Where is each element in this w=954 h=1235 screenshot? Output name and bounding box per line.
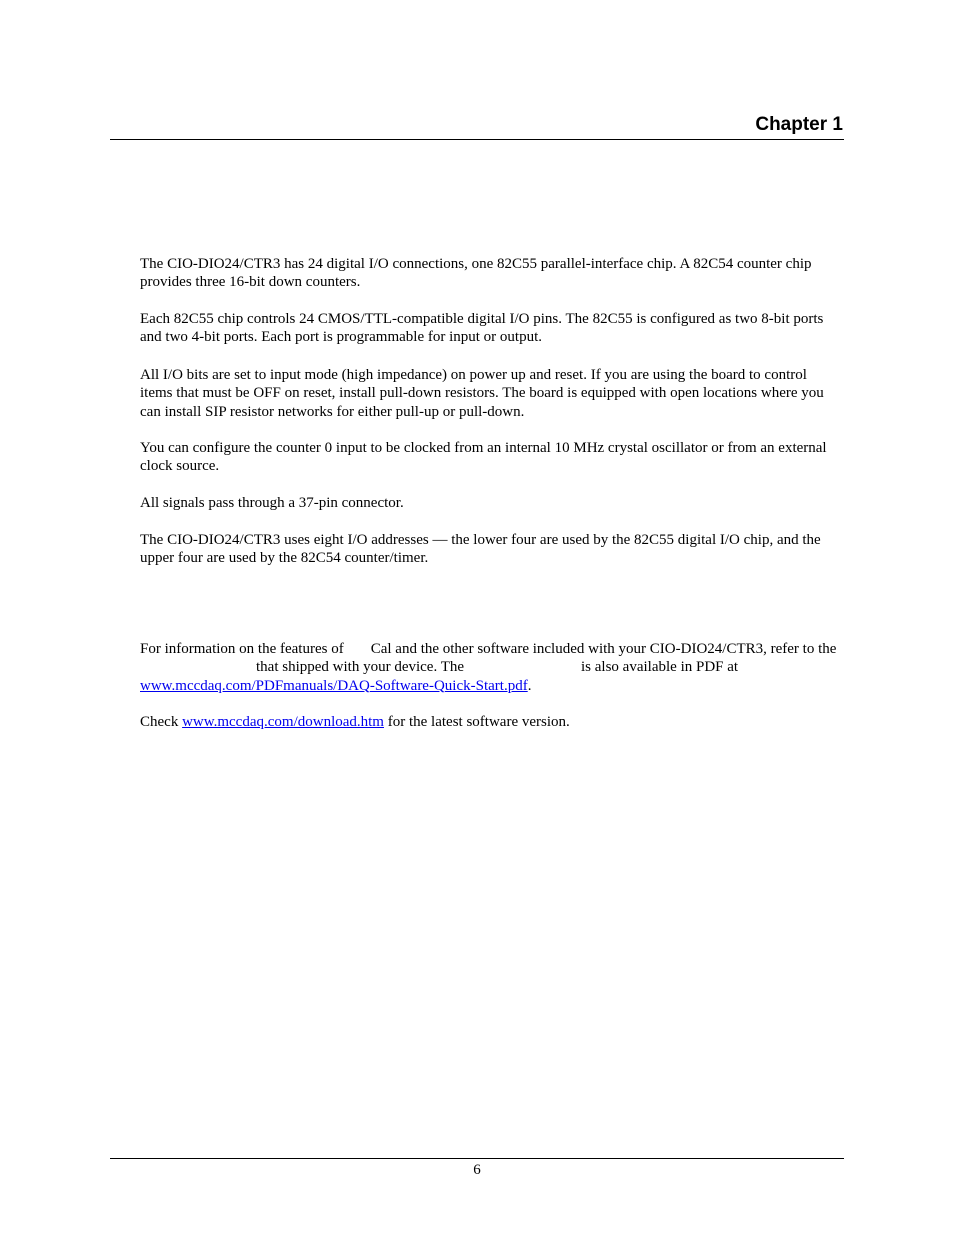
chapter-heading: Chapter 1 xyxy=(755,114,843,135)
io-addresses-paragraph: The CIO-DIO24/CTR3 uses eight I/O addresses — the lower four are used by the 82C55 digital I/O chip, and the upper four are used by the 82C54 counter/timer. xyxy=(140,532,821,567)
check-suffix: for the latest software version. xyxy=(387,714,570,730)
connector-paragraph: All signals pass through a 37-pin connector. xyxy=(140,495,404,511)
check-prefix: Check xyxy=(140,714,179,730)
ports-paragraph: Each 82C55 chip controls 24 CMOS/TTL-compatible digital I/O pins. The 82C55 is configured as two 8-bit ports and two 4-bit ports. Each port is programmable for input or output. xyxy=(140,311,824,346)
download-link[interactable]: www.mccdaq.com/download.htm xyxy=(182,714,384,730)
software-info-pdf: is also available in PDF at xyxy=(581,659,739,676)
overview-paragraph: The CIO-DIO24/CTR3 has 24 digital I/O connections, one 82C55 parallel-interface chip. A 82C54 counter chip provides three 16-bit down counters. xyxy=(140,256,812,291)
software-info-mid: Cal and the other software included with your CIO-DIO24/CTR3, refer to the xyxy=(370,641,837,657)
footer-rule xyxy=(110,1158,844,1159)
page-number: 6 xyxy=(473,1162,481,1178)
period: . xyxy=(527,677,532,694)
counter-clock-paragraph: You can configure the counter 0 input to be clocked from an internal 10 MHz crystal oscillator or from an external clock source. xyxy=(140,440,827,475)
software-info-paragraph xyxy=(140,640,840,695)
download-paragraph xyxy=(140,713,840,731)
quick-start-pdf-link[interactable]: www.mccdaq.com/PDFmanuals/DAQ-Software-Quick-Start.pdf xyxy=(140,677,528,694)
software-info-intro: For information on the features of xyxy=(140,641,344,657)
software-info-shipped: that shipped with your device. The xyxy=(256,659,465,676)
input-mode-paragraph: All I/O bits are set to input mode (high impedance) on power up and reset. If you are using the board to control items that must be OFF on reset, install pull-down resistors. The board is equipped with open locations where you can install SIP resistor networks for either pull-up or pull-down. xyxy=(140,367,824,420)
header-rule xyxy=(110,139,844,140)
